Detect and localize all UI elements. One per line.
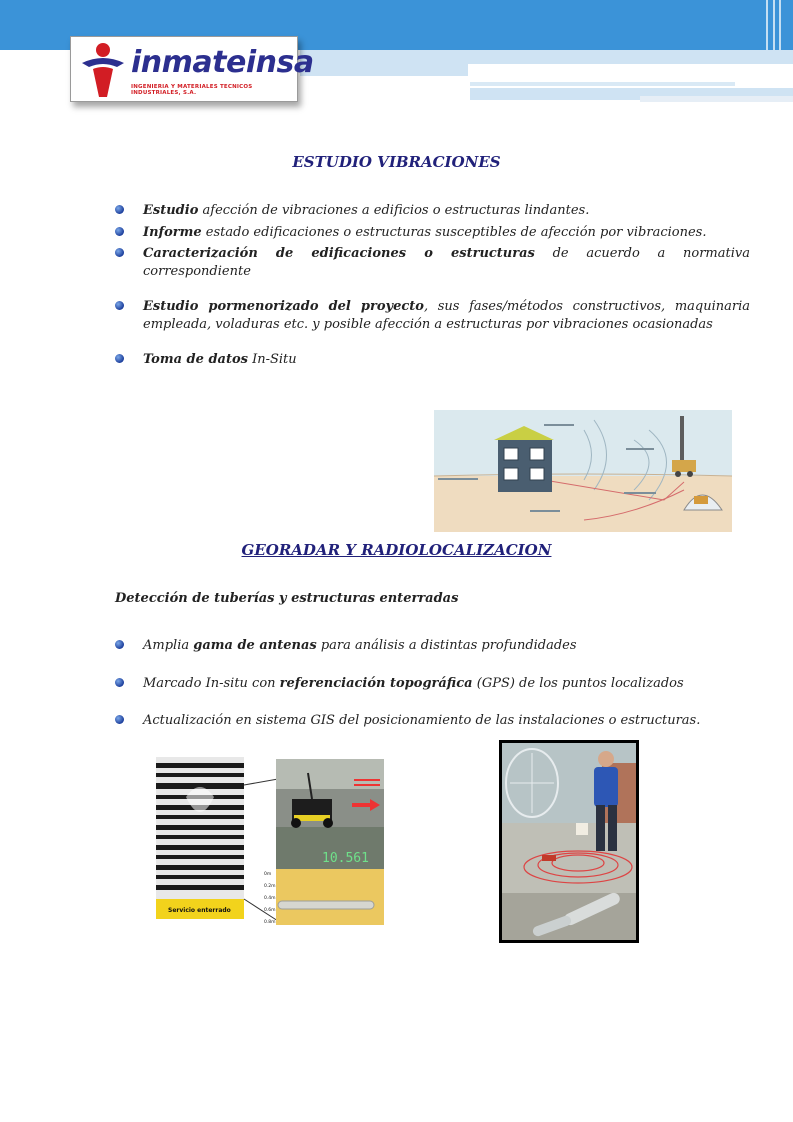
section-title-georadar: GEORADAR Y RADIOLOCALIZACION xyxy=(241,541,552,559)
bullet-icon xyxy=(115,640,124,649)
vibration-diagram xyxy=(434,410,732,532)
section-subtitle: Detección de tuberías y estructuras enterradas xyxy=(115,591,459,606)
radar-reading: 10.561 xyxy=(322,851,369,866)
list-item: Caracterización de edificaciones o estructuras de acuerdo a normativa correspondiente xyxy=(113,245,750,280)
company-logo xyxy=(70,36,314,102)
svg-text:0.8m: 0.8m xyxy=(264,920,276,925)
svg-text:0.2m: 0.2m xyxy=(264,884,276,889)
logo-emblem-icon xyxy=(77,41,129,99)
svg-text:0.6m: 0.6m xyxy=(264,908,276,913)
list-item: Estudio afección de vibraciones a edificios o estructuras lindantes. xyxy=(113,202,750,220)
list-item: Informe estado edificaciones o estructuras susceptibles de afección por vibraciones. xyxy=(113,224,750,242)
list-item: Toma de datos In-Situ xyxy=(113,351,750,369)
header-band-light-3 xyxy=(470,82,735,86)
header-stripe xyxy=(779,0,781,50)
header-band-light-5 xyxy=(640,96,793,102)
gpr-operator-photo xyxy=(499,740,639,943)
bullet-icon xyxy=(115,205,124,214)
bullet-icon xyxy=(115,227,124,236)
list-item: Actualización en sistema GIS del posicionamiento de las instalaciones o estructuras. xyxy=(113,712,750,730)
bullet-icon xyxy=(115,248,124,257)
logo-tagline: INGENIERIA Y MATERIALES TECNICOS INDUSTRIALES, S.A. xyxy=(131,84,253,96)
header-stripe xyxy=(766,0,768,50)
bullet-icon xyxy=(115,354,124,363)
header-band-light-2 xyxy=(300,64,468,76)
header-stripe xyxy=(773,0,775,50)
section-title-vibraciones: ESTUDIO VIBRACIONES xyxy=(292,153,501,171)
logo-name: inmateinsa xyxy=(131,45,314,80)
radar-label: Servicio enterrado xyxy=(168,907,231,914)
svg-text:0.4m: 0.4m xyxy=(264,896,276,901)
bullet-icon xyxy=(115,301,124,310)
list-item: Marcado In-situ con referenciación topográfica (GPS) de los puntos localizados xyxy=(113,675,750,693)
radargram-figure xyxy=(156,757,385,925)
bullet-icon xyxy=(115,715,124,724)
georadar-list xyxy=(113,637,750,730)
list-item: Estudio pormenorizado del proyecto, sus fases/métodos constructivos, maquinaria empleada, voladuras etc. y posible afección a estructuras por vibraciones ocasionadas xyxy=(113,298,750,333)
vibraciones-list xyxy=(113,202,750,369)
list-item: Amplia gama de antenas para análisis a distintas profundidades xyxy=(113,637,750,655)
bullet-icon xyxy=(115,678,124,687)
header-band-light xyxy=(300,50,793,64)
svg-text:0m: 0m xyxy=(264,872,272,877)
